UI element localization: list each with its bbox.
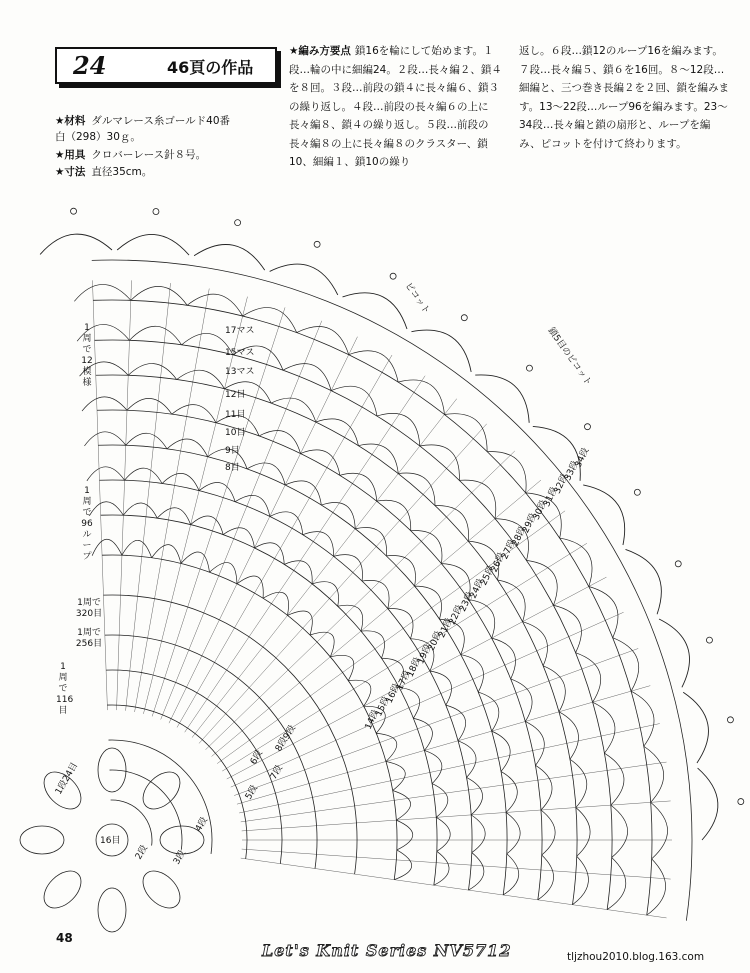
row-label-left: 8目 — [225, 463, 240, 473]
row-arc — [107, 705, 247, 862]
row-label-fan: 28段 — [510, 525, 529, 548]
chain-loop — [167, 439, 208, 457]
repeat-note-12: 1周で12模様 — [81, 323, 93, 388]
chain-loop — [393, 791, 411, 821]
stitch-spoke — [241, 762, 667, 822]
chain-loop — [157, 508, 190, 525]
chain-loop — [424, 750, 441, 783]
row-label-inner: 7段 — [268, 763, 285, 782]
fan-scallop — [343, 293, 407, 329]
spec-material-cont: 白（298）30ｇ。 — [55, 131, 141, 143]
fan-scallop — [683, 692, 708, 763]
fan-scallop — [475, 375, 529, 423]
chain-loop — [297, 327, 349, 355]
center-label: 16目 — [100, 836, 121, 846]
picot — [727, 717, 733, 723]
row-label-inner: 5段 — [243, 783, 260, 802]
picot — [634, 489, 640, 495]
row-label-fan: 21段 — [437, 616, 455, 640]
row-label-left: 13マス — [225, 367, 255, 377]
chain-loop — [525, 721, 544, 765]
picot — [461, 315, 467, 321]
site-credit: tljzhou2010.blog.163.com — [567, 951, 705, 963]
fan-scallop — [270, 264, 338, 295]
center-petal — [37, 864, 88, 915]
chain-loop — [74, 284, 131, 301]
chain-loop — [576, 653, 601, 702]
picot — [390, 273, 396, 279]
row-label-fan: 19段 — [416, 643, 434, 666]
picot-note: ピコット — [402, 280, 432, 317]
repeat-note-96: 1周で96ループ — [81, 486, 93, 562]
chain-loop — [604, 753, 624, 805]
chain-loop — [399, 687, 420, 718]
row-label-fan: 30段 — [531, 498, 550, 522]
chain-loop — [501, 771, 517, 812]
chain-loop — [611, 805, 628, 857]
chain-loop — [613, 638, 639, 691]
fan-scallop — [411, 330, 471, 372]
chain-loop — [247, 463, 285, 485]
stitch-spoke — [185, 376, 425, 732]
row-label-left: 17マス — [225, 326, 255, 336]
stitch-spoke — [242, 849, 671, 879]
row-label-fan: 14段 — [363, 708, 382, 732]
chain-loop — [263, 592, 289, 615]
row-label-fan: 24段 — [468, 577, 487, 601]
chain-loop — [89, 502, 123, 516]
spec-material: ★材料 ダルマレース糸ゴールド40番 — [55, 115, 231, 127]
chain-loop — [152, 545, 181, 564]
chain-loop — [471, 815, 485, 853]
picot — [153, 209, 159, 215]
chain-loop — [593, 702, 615, 753]
chain-loop — [506, 812, 520, 853]
row-label-fan: 16段 — [384, 682, 403, 706]
fan-scallop — [659, 619, 689, 687]
row-label-left: 15マス — [225, 348, 255, 358]
chain-loop — [492, 731, 510, 771]
fan-scallop — [698, 768, 718, 840]
row-label-fan: 17段 — [395, 669, 413, 692]
chain-loop — [191, 516, 224, 535]
stitch-spoke — [239, 724, 660, 813]
chain-loop — [209, 563, 236, 584]
picot — [584, 424, 590, 430]
row-arc — [93, 300, 652, 915]
chain-loop — [576, 808, 590, 857]
stitch-spoke — [135, 289, 210, 712]
stitch-spoke — [169, 337, 357, 723]
stitch-spoke — [143, 297, 247, 714]
fan-scallop — [194, 245, 265, 271]
row-label-fan: 27段 — [500, 538, 518, 561]
chain-loop — [237, 576, 263, 598]
chain-loop — [235, 495, 270, 516]
row-label-inner: 8段 — [273, 735, 290, 754]
stitch-spoke — [117, 280, 132, 710]
picot — [738, 799, 744, 805]
chain-loop — [543, 666, 565, 712]
row-label-left: 11目 — [225, 410, 246, 420]
chain-loop — [312, 582, 338, 607]
row-label-fan: 18段 — [405, 656, 424, 679]
chain-loop — [128, 364, 176, 380]
picot — [675, 561, 681, 567]
chain-loop — [570, 759, 587, 807]
stitch-spoke — [234, 648, 638, 795]
picot-note: 鎖5目のピコット — [545, 325, 594, 388]
picot — [526, 365, 532, 371]
stitch-count-116: 1周で116目 — [56, 662, 74, 716]
chain-loop — [396, 820, 412, 850]
row-label-inner: 3段 — [171, 848, 188, 867]
chain-loop — [259, 431, 300, 454]
row-label-fan: 34段 — [573, 446, 592, 470]
chain-loop — [446, 705, 466, 741]
center-petal — [136, 864, 187, 915]
row-arc — [92, 260, 692, 921]
row-label-left: 12目 — [225, 390, 246, 400]
row-arc — [96, 375, 577, 905]
chain-loop — [162, 473, 199, 490]
chain-loop — [478, 692, 499, 731]
chain-loop — [177, 370, 225, 389]
chain-loop — [330, 655, 353, 680]
stitch-count-320: 1周で320目 — [75, 598, 103, 619]
pattern-page-ref: 46頁の作品 — [167, 58, 254, 77]
row-label-fan: 23段 — [458, 590, 476, 614]
row-label-inner: 2段 — [133, 843, 150, 862]
row-label-fan: 15段 — [374, 695, 392, 719]
row-label-fan: 29段 — [521, 512, 539, 535]
center-petal — [20, 826, 64, 854]
row-arc — [99, 480, 472, 890]
chain-loop — [386, 761, 405, 790]
stitch-spoke — [126, 283, 171, 711]
stitch-count-256: 1周で256目 — [75, 628, 103, 649]
row-label-left: 9目 — [225, 446, 240, 456]
chain-loop — [511, 679, 532, 722]
row-label-fan: 20段 — [426, 629, 445, 653]
row-label-fan: 26段 — [489, 551, 508, 575]
row-arc — [102, 555, 397, 880]
chain-loop — [283, 364, 331, 391]
stitch-spoke — [222, 543, 587, 771]
series-watermark: Let's Knit Series NV5712 — [262, 941, 512, 960]
chain-loop — [181, 552, 210, 572]
row-label-fan: 31段 — [542, 485, 560, 509]
chain-loop — [436, 817, 450, 851]
stitch-spoke — [199, 424, 487, 744]
stitch-spoke — [237, 686, 650, 805]
row-label-inner: 4段 — [193, 815, 210, 834]
row-label-fan: 32段 — [552, 472, 571, 496]
chain-loop — [467, 777, 483, 814]
chain-loop — [84, 432, 125, 446]
picot — [235, 220, 241, 226]
picot — [71, 208, 77, 214]
fan-scallop — [583, 485, 624, 545]
row-label-left: 10目 — [225, 428, 246, 438]
chain-loop — [310, 632, 334, 657]
fan-scallop — [626, 549, 662, 614]
method-instructions-cont: 返し。６段…鎖12のループ16を編みます。７段…長々編５、鎖６を16回。８〜12段…細編と、三つ巻き長編２を２回、鎖を編みます。13〜22段…ループ96を編みます。23〜34段…長々編と鎖の扇形と、ループを編み、ピコットを付けて終わります。 — [519, 45, 729, 150]
chain-loop — [535, 765, 552, 810]
chain-loop — [131, 286, 187, 305]
row-label-inner: 9段 — [281, 723, 298, 742]
row-arc — [105, 635, 317, 869]
fan-scallop — [40, 234, 112, 254]
chain-loop — [82, 397, 127, 411]
row-label-fan: 22段 — [447, 603, 466, 627]
chain-loop — [172, 405, 216, 423]
picot — [314, 241, 320, 247]
chain-loop — [651, 802, 668, 859]
pattern-number: 24 — [73, 51, 107, 80]
spec-tools: ★用具 クロバーレース針８号。 — [55, 149, 207, 161]
row-label-fan: 33段 — [563, 459, 581, 483]
center-petal — [98, 888, 126, 932]
row-label-fan: 25段 — [479, 564, 497, 588]
chain-loop — [87, 467, 125, 481]
chain-loop — [458, 741, 476, 778]
stitch-spoke — [242, 801, 671, 831]
page-number: 48 — [56, 931, 73, 945]
chain-loop — [223, 528, 254, 548]
row-label-inner: 6段 — [248, 748, 265, 767]
chain-loop — [348, 680, 371, 706]
row-arc — [95, 340, 612, 910]
picot — [706, 637, 712, 643]
chain-loop — [541, 810, 555, 855]
stitch-spoke — [241, 858, 667, 918]
row-label-inner: 1段24目 — [53, 761, 81, 797]
row-arc — [98, 445, 507, 895]
chain-loop — [187, 294, 242, 316]
chain-loop — [644, 746, 664, 802]
row-arc — [106, 670, 282, 867]
spec-size: ★寸法 直径35cm。 — [55, 166, 153, 178]
fan-scallop — [117, 234, 189, 255]
chain-loop — [92, 539, 122, 555]
method-instructions: ★編み方要点 鎖16を輪にして始めます。１段…輪の中に細編24。２段…長々編２、鎖４を８回。３段…前段の鎖４に長々編６、鎖３の繰り返し。４段…前段の長々編６の上に長々編８、鎖４の繰り返し。５段…前段の長々編８の上に長々編８のクラスター、鎖10、細編１、鎖10の繰り — [289, 45, 502, 168]
